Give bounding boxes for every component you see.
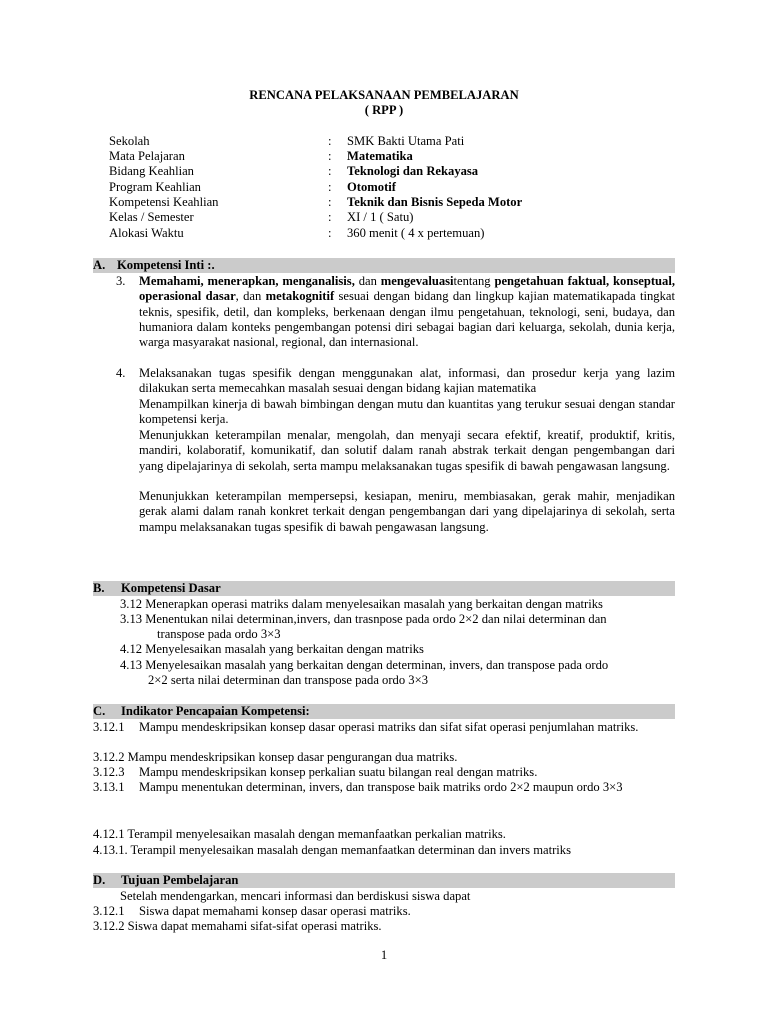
- identity-label: Alokasi Waktu: [109, 226, 184, 240]
- identity-value: SMK Bakti Utama Pati: [347, 134, 465, 148]
- section-title: Kompetensi Dasar: [121, 581, 221, 595]
- indicator-item: 4.12.1 Terampil menyelesaikan masalah dengan memanfaatkan perkalian matriks.: [93, 827, 506, 841]
- identity-label: Program Keahlian: [109, 180, 201, 194]
- ki4-paragraph: Menunjukkan keterampilan menalar, mengolah, dan menyaji secara efektif, kreatif, produktif, kritis, mandiri, kolaboratif, komunikatif, dan solutif dalam ranah abstrak terkait dengan pengembangan dari yang dipelajarinya di sekolah, serta mampu melaksanakan tugas spesifik di bawah pengawasan langsung.: [139, 428, 675, 473]
- kd-item-continuation: transpose pada ordo 3×3: [157, 627, 281, 641]
- identity-colon: :: [328, 210, 332, 224]
- identity-label: Kompetensi Keahlian: [109, 195, 219, 209]
- ki3-text-part: tentang: [453, 274, 495, 288]
- objective-number: 3.12.1: [93, 904, 125, 918]
- section-letter: B.: [93, 581, 105, 595]
- identity-label: Bidang Keahlian: [109, 164, 194, 178]
- ki3-bold: pengetahuan faktual, konseptual, operasional dasar: [139, 274, 675, 304]
- identity-colon: :: [328, 134, 332, 148]
- ki3-text-part: dan: [354, 274, 381, 288]
- identity-value: XI / 1 ( Satu): [347, 210, 414, 224]
- identity-label: Kelas / Semester: [109, 210, 194, 224]
- section-title: Indikator Pencapaian Kompetensi:: [121, 704, 310, 718]
- identity-value: Otomotif: [347, 180, 396, 194]
- objective-intro: Setelah mendengarkan, mencari informasi dan berdiskusi siswa dapat: [120, 889, 471, 903]
- identity-colon: :: [328, 149, 332, 163]
- section-c-heading: [93, 704, 675, 719]
- section-letter: C.: [93, 704, 106, 718]
- indicator-text: Mampu mendeskripsikan konsep dasar operasi matriks dan sifat sifat operasi penjumlahan matriks.: [139, 720, 639, 734]
- ki4-paragraph: Menampilkan kinerja di bawah bimbingan dengan mutu dan kuantitas yang terukur sesuai dengan standar kompetensi kerja.: [139, 397, 675, 427]
- ki3-text-part: sesuai dengan bidang dan lingkup kajian matematikapada tingkat teknis, spesifik, detil, dan kompleks, berkenaan dengan ilmu pengetahuan, teknologi, seni, budaya, dan humaniora dalam konteks pengembangan potensi diri sebagai bagian dari keluarga, sekolah, dunia kerja, warga masyarakat nasional, regional, dan internasional.: [139, 289, 675, 350]
- kd-item: 3.12 Menerapkan operasi matriks dalam menyelesaikan masalah yang berkaitan dengan matriks: [120, 597, 603, 611]
- identity-colon: :: [328, 195, 332, 209]
- ki3-number: 3.: [116, 274, 126, 288]
- kd-item: 4.13 Menyelesaikan masalah yang berkaitan dengan determinan, invers, dan transpose pada ordo: [120, 658, 609, 672]
- page-subtitle: ( RPP ): [364, 103, 404, 117]
- section-title: Kompetensi Inti :.: [117, 258, 215, 272]
- indicator-text: Mampu menentukan determinan, invers, dan transpose baik matriks ordo 2×2 maupun ordo 3×3: [139, 780, 623, 794]
- page-number: 1: [380, 948, 388, 962]
- identity-value: 360 menit ( 4 x pertemuan): [347, 226, 485, 240]
- ki4-number: 4.: [116, 366, 126, 380]
- identity-colon: :: [328, 164, 332, 178]
- indicator-item: 4.13.1. Terampil menyelesaikan masalah dengan memanfaatkan determinan dan invers matriks: [93, 843, 571, 857]
- kd-item-continuation: 2×2 serta nilai determinan dan transpose pada ordo 3×3: [148, 673, 428, 687]
- kd-item: 3.13 Menentukan nilai determinan,invers, dan trasnpose pada ordo 2×2 dan nilai determinan dan: [120, 612, 607, 626]
- identity-value: Teknik dan Bisnis Sepeda Motor: [347, 195, 523, 209]
- objective-text: Siswa dapat memahami konsep dasar operasi matriks.: [139, 904, 411, 918]
- indicator-number: 3.12.1: [93, 720, 125, 734]
- identity-value: Teknologi dan Rekayasa: [347, 164, 479, 178]
- page-title: RENCANA PELAKSANAAN PEMBELAJARAN: [249, 88, 519, 102]
- section-b-heading: [93, 581, 675, 596]
- indicator-number: 3.12.3: [93, 765, 125, 779]
- kd-item: 4.12 Menyelesaikan masalah yang berkaitan dengan matriks: [120, 642, 424, 656]
- section-title: Tujuan Pembelajaran: [121, 873, 239, 887]
- objective-item: 3.12.2 Siswa dapat memahami sifat-sifat operasi matriks.: [93, 919, 382, 933]
- ki3-bold: Memahami, menerapkan, menganalisis,: [139, 274, 355, 288]
- ki3-text: [139, 274, 675, 350]
- indicator-text: Mampu mendeskripsikan konsep perkalian suatu bilangan real dengan matriks.: [139, 765, 538, 779]
- section-d-heading: [93, 873, 675, 888]
- section-letter: D.: [93, 873, 106, 887]
- identity-label: Mata Pelajaran: [109, 149, 185, 163]
- identity-colon: :: [328, 180, 332, 194]
- identity-value: Matematika: [347, 149, 413, 163]
- ki3-text-part: , dan: [235, 289, 266, 304]
- ki3-bold: metakognitif: [265, 289, 335, 304]
- ki4-paragraph: Menunjukkan keterampilan mempersepsi, kesiapan, meniru, membiasakan, gerak mahir, menjadikan gerak alami dalam ranah konkret terkait dengan pengembangan dari yang dipelajarinya di sekolah, serta mampu melaksanakan tugas spesifik di bawah pengawasan langsung.: [139, 489, 675, 534]
- indicator-number: 3.13.1: [93, 780, 125, 794]
- section-a-heading: [93, 258, 675, 273]
- section-letter: A.: [93, 258, 106, 272]
- identity-label: Sekolah: [109, 134, 150, 148]
- indicator-item: 3.12.2 Mampu mendeskripsikan konsep dasar pengurangan dua matriks.: [93, 750, 458, 764]
- ki4-paragraph: Melaksanakan tugas spesifik dengan menggunakan alat, informasi, dan prosedur kerja yang lazim dilakukan serta memecahkan masalah sesuai dengan bidang kajian matematika: [139, 366, 675, 396]
- ki3-bold: mengevaluasi: [380, 274, 454, 288]
- identity-colon: :: [328, 226, 332, 240]
